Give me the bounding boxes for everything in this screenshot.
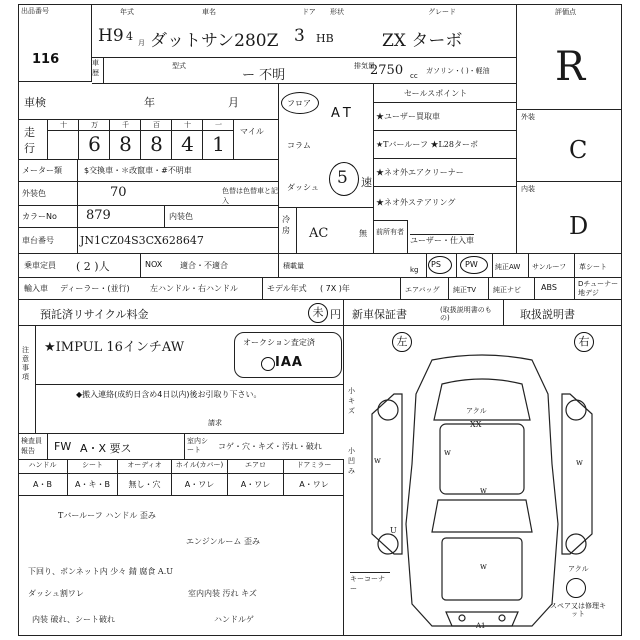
ps-option: PS — [426, 254, 456, 278]
trans-block — [278, 84, 374, 208]
capacity-label: 乗車定員 — [24, 261, 56, 270]
auction-stamp — [234, 332, 342, 378]
diagram-area — [344, 326, 622, 636]
ac-value: AC — [309, 226, 329, 241]
header-row — [92, 4, 516, 58]
mileage-digit-cell — [48, 120, 79, 160]
meter-row — [18, 160, 278, 182]
dealer-options: ディーラー・(並行) — [60, 284, 130, 293]
recycle-mark: 未 — [308, 303, 328, 323]
pw-option: PW — [456, 254, 492, 278]
lot-label: 出品番号 — [21, 7, 49, 15]
model-value: ダットサン280Z — [150, 31, 279, 51]
recycle-row — [18, 300, 344, 326]
tiny-dent-label: 小凹み — [348, 447, 355, 475]
mileage-digit-header: 千 — [110, 120, 141, 131]
kg-unit: kg — [410, 266, 419, 274]
ext-grade-cell — [516, 110, 622, 182]
handwritten-notes — [18, 496, 344, 636]
score-cell — [516, 4, 622, 110]
nox-options: 適合・不適合 — [180, 261, 228, 270]
meter-options: $交換車・＊改竄車・#不明車 — [84, 166, 192, 175]
mileage-digit-cell — [79, 120, 110, 160]
mileage-digit-cell — [203, 120, 234, 160]
equip-value: A・キ・B — [68, 474, 118, 496]
column-label: コラム — [287, 141, 311, 150]
interior-label: 内装色 — [164, 206, 197, 228]
equip-header: オーディオ — [118, 460, 172, 474]
aw-option: 純正AW — [492, 254, 528, 278]
damage-mark: w — [374, 456, 381, 465]
warranty-label: 新車保証書 — [352, 308, 407, 321]
model-label: 車名 — [202, 8, 216, 16]
stamp-logo-icon — [261, 357, 275, 371]
lot-cell — [18, 4, 92, 82]
equip-header: ドアミラー — [284, 460, 344, 474]
color-no-row — [18, 206, 278, 228]
mileage-row — [18, 120, 278, 160]
gears-value: 5 — [337, 168, 348, 188]
keeper-label: キーコーナー — [350, 572, 390, 594]
stamp-logo: IAA — [275, 355, 303, 370]
dash-label: ダッシュ — [287, 183, 319, 192]
meter-label: メーター類 — [18, 160, 78, 182]
room-items: コゲ・穴・キズ・汚れ・破れ — [218, 442, 322, 451]
lot-number: 116 — [32, 52, 60, 67]
damage-mark: A1 — [476, 622, 486, 630]
fuel-options: ガソリン・( )・軽油 — [426, 67, 490, 75]
abs-option: ABS — [534, 278, 574, 300]
tuner-option: Dチューナー 地デジ — [574, 278, 622, 300]
body-label: 形状 — [330, 8, 344, 16]
check-row — [18, 434, 344, 460]
manual-label: 取扱説明書 — [520, 308, 575, 321]
damage-mark: w — [480, 562, 487, 571]
notes-block — [18, 326, 344, 434]
gears-circle — [329, 162, 359, 196]
sales-item: ★ネオ外ステアリング — [374, 186, 516, 220]
spare-circle-icon — [566, 578, 586, 598]
room-label: 室内シート — [184, 434, 212, 460]
shaken-row — [18, 84, 278, 120]
int-grade-value: D — [569, 212, 589, 240]
shaken-year-unit: 年 — [144, 96, 155, 109]
import-row — [18, 278, 622, 300]
ax-value: A・X 要ス — [80, 442, 132, 455]
stamp-title: オークション査定済 — [243, 338, 315, 347]
sunroof-option: サンルーフ — [528, 254, 574, 278]
car-outline-icon — [362, 354, 602, 636]
year-label: 年式 — [120, 8, 134, 16]
displacement-label: 排気量 — [354, 62, 375, 70]
damage-mark: アクル — [466, 407, 487, 415]
body-value: HB — [316, 32, 334, 45]
type-value: ー 不明 — [242, 68, 286, 83]
mileage-digit-header: 一 — [203, 120, 234, 131]
cooler-block — [278, 208, 374, 254]
damage-mark: XX — [470, 420, 482, 429]
mileage-digit: 8 — [119, 132, 132, 156]
note-line: ★IMPUL 16インチAW — [44, 340, 185, 355]
equip-header: シート — [68, 460, 118, 474]
hand-note: ダッシュ割ワレ — [28, 589, 84, 598]
equip-value: A・ワレ — [172, 474, 228, 496]
color-value: 70 — [110, 185, 127, 200]
damage-mark: w — [444, 448, 451, 457]
equip-value: A・ワレ — [299, 480, 329, 489]
right-side-label: 右 — [574, 332, 594, 352]
shaken-label: 車検 — [24, 96, 46, 109]
floor-circle — [281, 92, 319, 114]
equip-value: A・B — [18, 474, 68, 496]
color-no-label: カラーNo — [18, 206, 78, 228]
mileage-digit-header: 百 — [141, 120, 172, 131]
mileage-unit: マイル — [240, 127, 264, 136]
model-year-label: モデル年式 — [262, 278, 311, 300]
model-year-value: ( 7X )年 — [320, 284, 350, 293]
warranty-cell — [344, 300, 504, 326]
import-label: 輸入車 — [24, 284, 48, 293]
mileage-digit-cell — [172, 120, 203, 160]
hand-note: エンジンルーム 歪み — [186, 537, 260, 546]
capacity-value: ( 2 )人 — [76, 260, 110, 273]
pw-circle — [460, 256, 488, 274]
user-label: ユーザー・仕入車 — [410, 236, 474, 245]
manual-cell — [504, 300, 622, 326]
month-unit: 月 — [138, 39, 145, 47]
vin-label: 車台番号 — [18, 228, 78, 254]
mileage-digits — [48, 120, 234, 160]
color-row — [18, 182, 278, 206]
spare-label: スペア又は修理キット — [550, 602, 606, 618]
equipment-grid — [18, 460, 344, 496]
hand-note: 内装 破れ、シート破れ — [32, 615, 116, 624]
trans-value: AT — [331, 106, 355, 121]
equip-header: ホイル(カバー) — [172, 460, 228, 474]
damage-mark: U — [390, 526, 397, 535]
hand-note: Tバールーフ ハンドル 歪み — [58, 511, 156, 520]
doors-value: 3 — [294, 26, 305, 46]
month-value: 4 — [126, 30, 133, 43]
grade-value: ZX ターボ — [382, 31, 463, 51]
doors-label: ドア — [302, 8, 316, 16]
type-label: 型式 — [172, 62, 186, 70]
notes-side-label: 注意事項 — [18, 326, 36, 434]
tv-option: 純正TV — [448, 278, 488, 300]
color-no-value: 879 — [86, 208, 111, 223]
hand-note: 室内内装 汚れ キズ — [188, 589, 257, 598]
fw-value: FW — [54, 440, 72, 453]
equipment-row — [18, 460, 344, 496]
small-scratch-label: 小キズ — [348, 387, 355, 415]
shaken-month-unit: 月 — [228, 96, 239, 109]
int-grade-label: 内装 — [521, 185, 535, 193]
sales-item: ★ネオ外エアクリーナー — [374, 158, 516, 186]
sales-title: セールスポイント — [404, 89, 468, 98]
none-label: 無 — [359, 229, 367, 238]
damage-mark: w — [480, 486, 487, 495]
handle-options: 左ハンドル・右ハンドル — [150, 284, 238, 293]
capacity-row — [18, 254, 622, 278]
mileage-digit-cell — [110, 120, 141, 160]
score-value: R — [555, 44, 586, 90]
sales-block — [374, 84, 516, 254]
color-label: 外装色 — [18, 182, 78, 206]
yen-unit: 円 — [330, 308, 341, 321]
left-side-label: 左 — [392, 332, 412, 352]
vin-row — [18, 228, 278, 254]
seat-option: 革シート — [574, 254, 622, 278]
speed-label: 速 — [361, 176, 372, 189]
load-label: 積載量 — [278, 254, 426, 278]
grade-label: グレード — [428, 8, 456, 16]
mileage-digit: 1 — [212, 132, 225, 156]
mileage-digit-header: 十 — [48, 120, 79, 131]
ext-grade-label: 外装 — [521, 113, 535, 121]
recycle-label: 預託済リサイクル料金 — [40, 308, 149, 321]
nox-label: NOX — [140, 254, 166, 278]
warranty-note: (取扱説明書のもの) — [440, 306, 492, 322]
equip-header: エアロ — [228, 460, 284, 474]
mileage-digit: 6 — [88, 132, 101, 156]
check-label: 検査員報告 — [18, 434, 48, 460]
damage-mark: w — [576, 458, 583, 467]
type-row — [92, 58, 516, 84]
mileage-digit-cell — [141, 120, 172, 160]
equip-header: ハンドル — [18, 460, 68, 474]
mileage-label: 走行 — [18, 120, 48, 160]
color-note: 色替は色替車と記入 — [222, 187, 278, 205]
vin-value: JN1CZ04S3CX628647 — [80, 234, 204, 247]
airbag-option: エアバッグ — [400, 278, 448, 300]
hand-note: ハンドルゲ — [214, 615, 254, 624]
pickup-notice: ◆搬入連絡(成約日含め4日以内)後お引取り下さい。 — [36, 384, 344, 404]
floor-label: フロア — [287, 99, 311, 108]
prev-owner-label: 前所有者 — [374, 220, 408, 254]
mileage-digit-header: 万 — [79, 120, 110, 131]
score-label: 評価点 — [555, 8, 576, 16]
int-grade-cell — [516, 182, 622, 254]
cooler-label: 冷房 — [279, 208, 297, 254]
year-value: H9 — [98, 26, 124, 46]
navi-option: 純正ナビ — [488, 278, 534, 300]
equip-value: A・ワレ — [228, 474, 284, 496]
mileage-digit-header: 十 — [172, 120, 203, 131]
mileage-digit: 8 — [150, 132, 163, 156]
equip-value: 無し・穴 — [118, 474, 172, 496]
displacement-value: 2750 — [370, 63, 404, 78]
damage-mark: アクル — [568, 565, 589, 573]
mileage-digit: 4 — [181, 132, 194, 156]
chassis-label: 車歴 — [92, 58, 104, 84]
ext-grade-value: C — [569, 136, 588, 164]
ps-circle — [428, 256, 452, 274]
sales-item: ★ユーザー買取車 — [374, 102, 516, 130]
cc-unit: cc — [410, 72, 418, 80]
sales-item: ★Tバールーフ ★L28ターボ — [374, 130, 516, 158]
hand-note: 下回り、ボンネット内 少々 錆 腐食 A.U — [28, 567, 173, 576]
claim-label: 請求 — [208, 419, 222, 427]
